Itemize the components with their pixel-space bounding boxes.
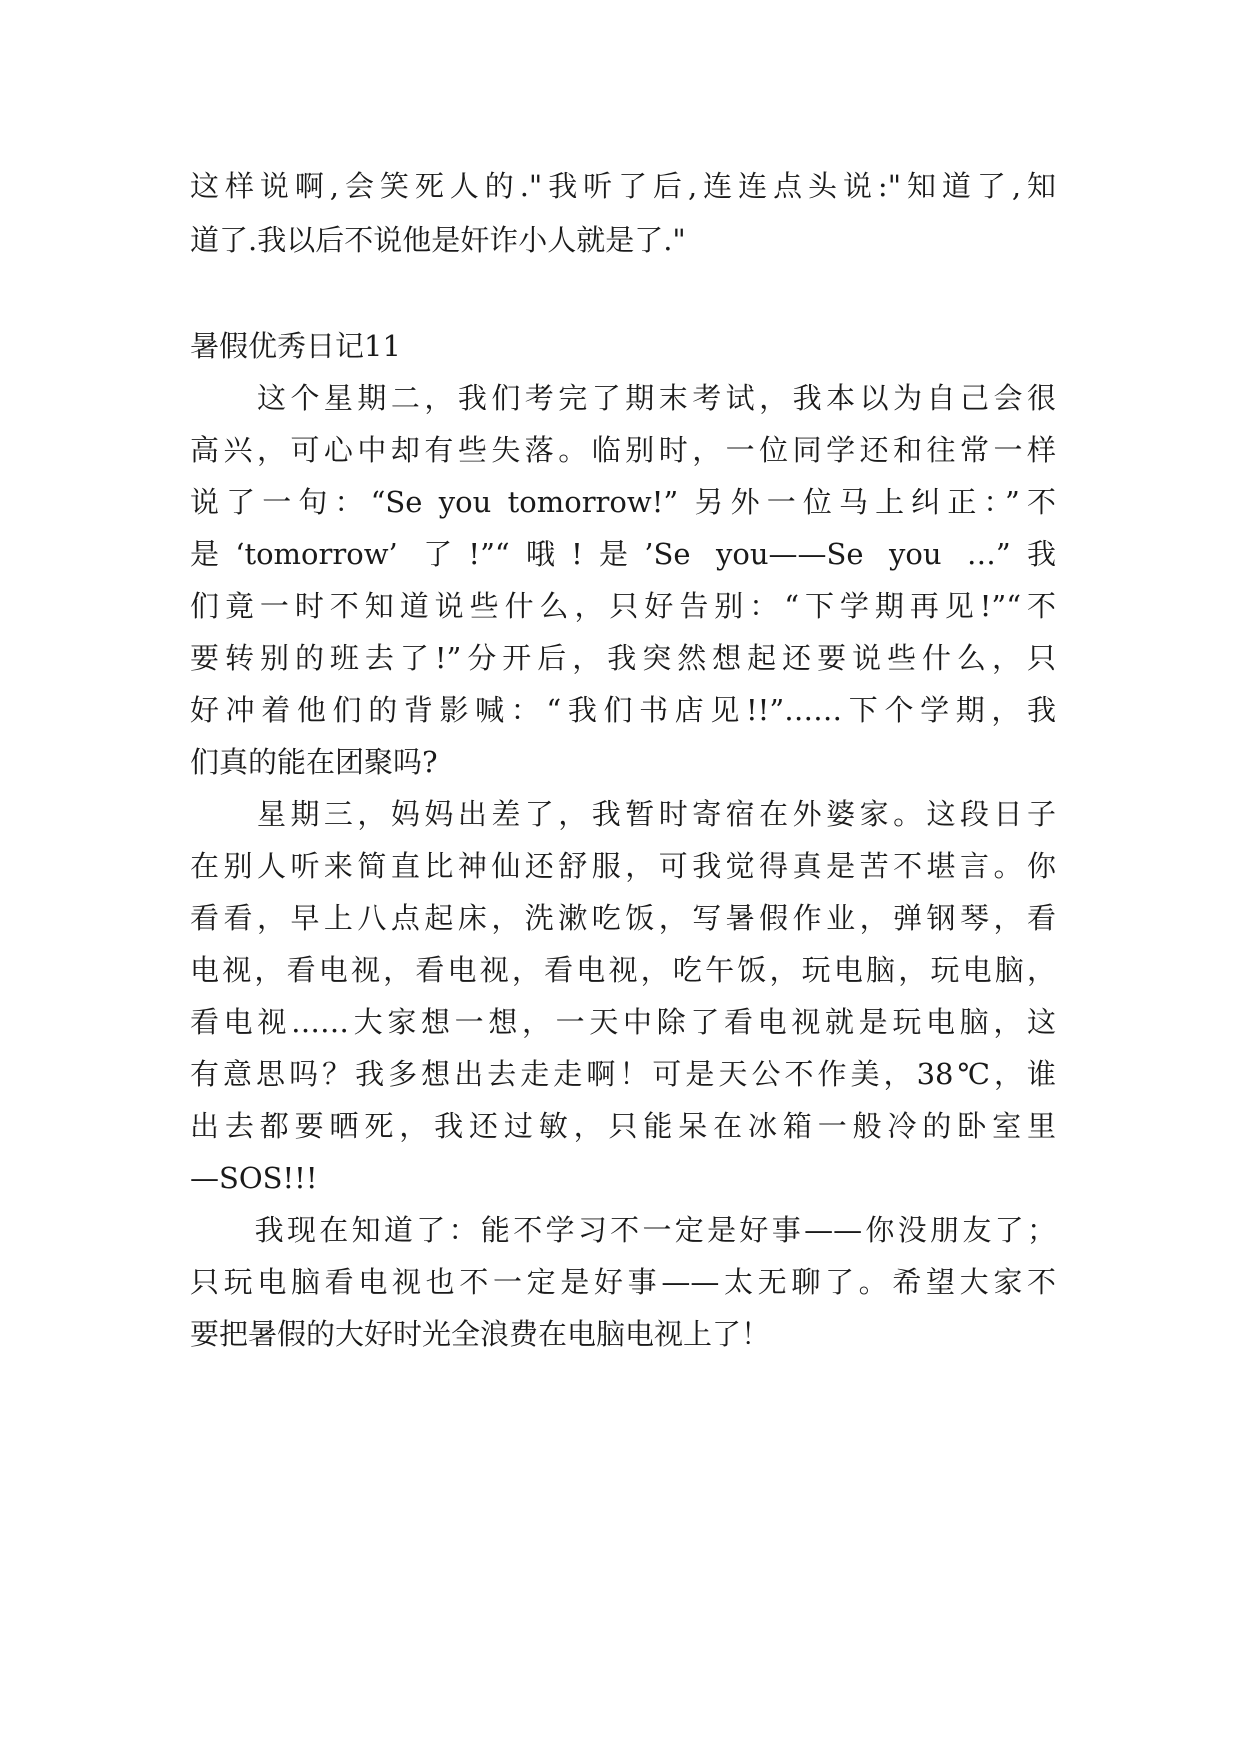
text-line: 我现在知道了：能不学习不一定是好事——你没朋友了； xyxy=(190,1213,1056,1247)
text-line: 在别人听来简直比神仙还舒服，可我觉得真是苦不堪言。你 xyxy=(190,849,1056,883)
text-line: 电视，看电视，看电视，看电视，吃午饭，玩电脑，玩电脑， xyxy=(190,953,1056,987)
text-line: 只玩电脑看电视也不一定是好事——太无聊了。希望大家不 xyxy=(190,1265,1056,1299)
text-line: 要把暑假的大好时光全浪费在电脑电视上了！ xyxy=(190,1317,771,1351)
text-line: 这样说啊,会笑死人的."我听了后,连连点头说:"知道了,知 xyxy=(190,169,1056,203)
text-line: 要转别的班去了!”分开后，我突然想起还要说些什么，只 xyxy=(190,641,1056,675)
text-line: 们竟一时不知道说些什么，只好告别：“下学期再见!”“不 xyxy=(190,589,1056,623)
text-line: 高兴，可心中却有些失落。临别时，一位同学还和往常一样 xyxy=(190,433,1056,467)
text-line: 出去都要晒死，我还过敏，只能呆在冰箱一般冷的卧室里 xyxy=(190,1109,1056,1143)
text-line: 好冲着他们的背影喊：“我们书店见!!”……下个学期，我 xyxy=(190,693,1056,727)
text-line: 有意思吗？我多想出去走走啊！可是天公不作美，38℃，谁 xyxy=(190,1057,1056,1091)
text-line: 们真的能在团聚吗? xyxy=(190,745,438,779)
text-line: 道了.我以后不说他是奸诈小人就是了." xyxy=(190,223,686,257)
section-heading: 暑假优秀日记11 xyxy=(190,329,401,363)
text-line: 是‘tomorrow’ 了!”“哦!是’Se you——Se you …”我 xyxy=(190,537,1056,571)
text-line: 看看，早上八点起床，洗漱吃饭，写暑假作业，弹钢琴，看 xyxy=(190,901,1056,935)
text-line: 这个星期二，我们考完了期末考试，我本以为自己会很 xyxy=(190,381,1056,415)
text-line: —SOS!!! xyxy=(190,1161,318,1195)
text-line: 星期三，妈妈出差了，我暂时寄宿在外婆家。这段日子 xyxy=(190,797,1056,831)
text-line: 看电视……大家想一想，一天中除了看电视就是玩电脑，这 xyxy=(190,1005,1056,1039)
text-line: 说了一句：“Se you tomorrow!” 另外一位马上纠正：”不 xyxy=(190,485,1056,519)
